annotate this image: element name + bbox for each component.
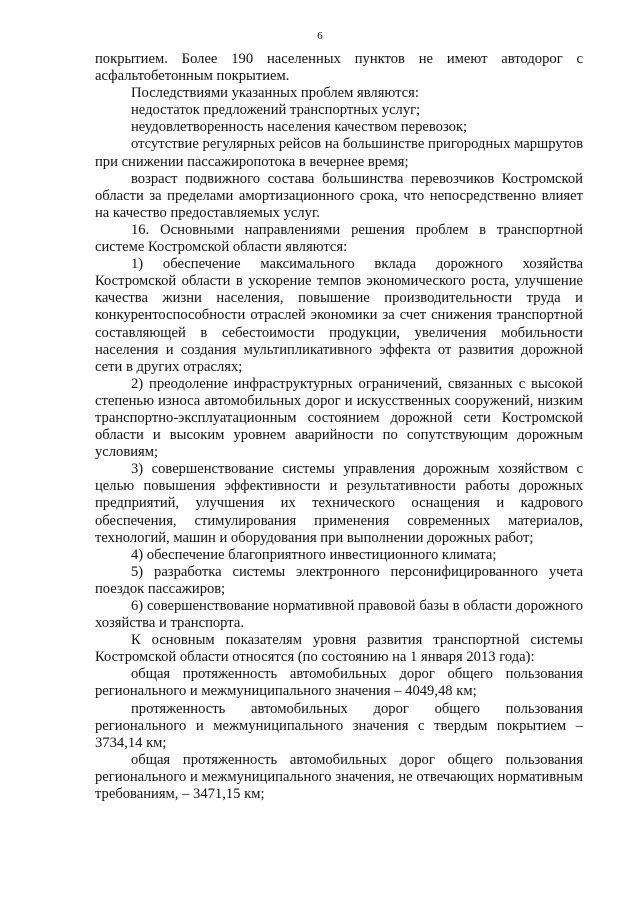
paragraph: общая протяженность автомобильных дорог общего пользования регионального и межмуниципального значения – 4049,48 км;	[95, 666, 583, 700]
document-body	[95, 51, 583, 803]
paragraph: отсутствие регулярных рейсов на большинстве пригородных маршрутов при снижении пассажиропотока в вечернее время;	[95, 136, 583, 170]
paragraph: 1) обеспечение максимального вклада дорожного хозяйства Костромской области в ускорение темпов экономического роста, улучшение качества жизни населения, повышение производительности труда и конкурентоспособности отраслей экономики за счет снижения транспортной составляющей в себестоимости продукции, увеличения мобильности населения и создания мультипликативного эффекта от развития дорожной сети в других отраслях;	[95, 256, 583, 375]
paragraph: 4) обеспечение благоприятного инвестиционного климата;	[131, 546, 497, 563]
paragraph: 2) преодоление инфраструктурных ограничений, связанных с высокой степенью износа автомобильных дорог и искусственных сооружений, низким транспортно-эксплуатационным состоянием дорожной сети Костромской области и высоким уровнем аварийности по сопутствующим дорожным условиям;	[95, 375, 583, 461]
paragraph: покрытием. Более 190 населенных пунктов не имеют автодорог с асфальтобетонным покрытием.	[95, 51, 583, 85]
paragraph: 16. Основными направлениями решения проблем в транспортной системе Костромской области являются:	[95, 221, 583, 256]
paragraph: протяженность автомобильных дорог общего пользования регионального и межмуниципального значения с твердым покрытием – 3734,14 км;	[95, 700, 583, 751]
paragraph: 5) разработка системы электронного персонифицированного учета поездок пассажиров;	[95, 563, 583, 597]
paragraph: 3) совершенствование системы управления дорожным хозяйством с целью повышения эффективности и результативности работы дорожных предприятий, улучшения их технического оснащения и кадрового обеспечения, стимулирования применения современных материалов, технологий, машин и оборудования при выполнении дорожных работ;	[95, 461, 583, 546]
paragraph: неудовлетворенность населения качеством перевозок;	[131, 119, 468, 136]
paragraph: К основным показателям уровня развития транспортной системы Костромской области относятся (по состоянию на 1 января 2013 года):	[95, 632, 583, 666]
paragraph: 6) совершенствование нормативной правовой базы в области дорожного хозяйства и транспорта.	[95, 598, 583, 632]
paragraph: Последствиями указанных проблем являются:	[131, 85, 419, 102]
page-number: 6	[317, 30, 323, 42]
paragraph: общая протяженность автомобильных дорог общего пользования регионального и межмуниципального значения, не отвечающих нормативным требованиям, – 3471,15 км;	[95, 751, 583, 803]
paragraph: возраст подвижного состава большинства перевозчиков Костромской области за пределами амортизационного срока, что непосредственно влияет на качество предоставляемых услуг.	[95, 170, 583, 221]
paragraph: недостаток предложений транспортных услуг;	[131, 102, 421, 119]
